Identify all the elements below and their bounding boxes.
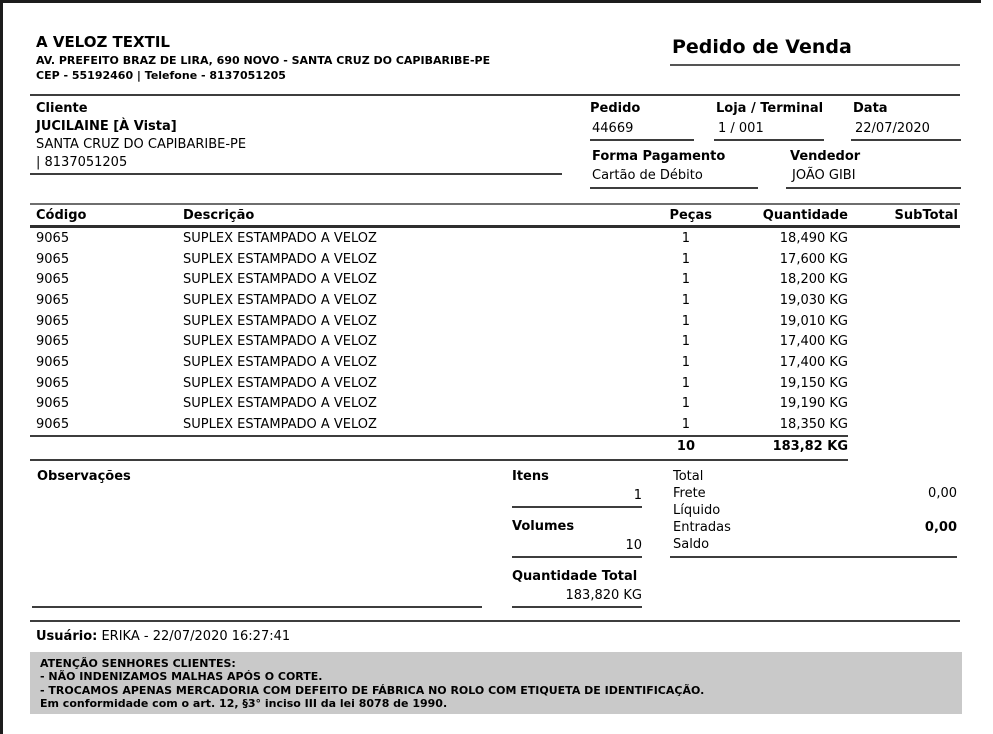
- table-row: [30, 394, 960, 415]
- cell-codigo: 9065: [36, 417, 70, 433]
- cell-codigo: 9065: [36, 251, 70, 267]
- items-table-body: [30, 228, 960, 435]
- financial-row-liquido: [673, 503, 957, 520]
- itens-underline: [512, 506, 642, 508]
- cell-pecas: 1: [681, 334, 690, 350]
- cell-codigo: 9065: [36, 354, 70, 370]
- cell-pecas: 1: [681, 417, 690, 433]
- cell-quantidade: 19,030 KG: [779, 292, 848, 308]
- totals-line-top: [30, 435, 848, 437]
- table-header-quantidade: Quantidade: [762, 208, 848, 223]
- financial-summary: [673, 469, 957, 554]
- cell-descricao: SUPLEX ESTAMPADO A VELOZ: [183, 292, 377, 308]
- cliente-city: SANTA CRUZ DO CAPIBARIBE-PE: [36, 137, 247, 152]
- cell-descricao: SUPLEX ESTAMPADO A VELOZ: [183, 251, 377, 267]
- page-border-left: [0, 0, 3, 734]
- footer-divider: [30, 620, 960, 622]
- cell-quantidade: 18,200 KG: [779, 272, 848, 288]
- cell-quantidade: 17,400 KG: [779, 334, 848, 350]
- table-header-subtotal: SubTotal: [894, 208, 958, 223]
- page-border-top: [0, 0, 981, 3]
- forma-pagamento-value: Cartão de Débito: [592, 168, 703, 183]
- notice-line: ATENÇÃO SENHORES CLIENTES:: [40, 657, 236, 670]
- cell-pecas: 1: [681, 292, 690, 308]
- quantidade-total-value: 183,820 KG: [565, 588, 642, 603]
- table-header-descricao: Descrição: [183, 208, 255, 223]
- financial-label: Saldo: [673, 537, 710, 552]
- financial-label: Total: [673, 469, 704, 484]
- cell-pecas: 1: [681, 230, 690, 246]
- vendedor-underline: [786, 187, 961, 189]
- cell-codigo: 9065: [36, 272, 70, 288]
- cell-quantidade: 17,400 KG: [779, 354, 848, 370]
- financial-label: Frete: [673, 486, 706, 501]
- observacoes-label: Observações: [37, 469, 131, 484]
- cell-pecas: 1: [681, 375, 690, 391]
- forma-pagamento-underline: [590, 187, 758, 189]
- vendedor-value: JOÃO GIBI: [792, 168, 856, 183]
- table-header-codigo: Código: [36, 208, 87, 223]
- loja-terminal-label: Loja / Terminal: [716, 101, 824, 116]
- table-header-pecas: Peças: [669, 208, 712, 223]
- company-address: AV. PREFEITO BRAZ DE LIRA, 690 NOVO - SANTA CRUZ DO CAPIBARIBE-PE: [36, 54, 491, 67]
- cell-quantidade: 18,350 KG: [779, 417, 848, 433]
- cell-codigo: 9065: [36, 292, 70, 308]
- loja-terminal-value: 1 / 001: [718, 121, 764, 136]
- data-label: Data: [853, 101, 888, 116]
- volumes-label: Volumes: [512, 519, 575, 534]
- pedido-underline: [590, 139, 694, 141]
- cell-quantidade: 19,150 KG: [779, 375, 848, 391]
- quantidade-total-underline: [512, 606, 642, 608]
- financial-label: Entradas: [673, 520, 731, 535]
- financial-label: Líquido: [673, 503, 721, 518]
- notice-line: - TROCAMOS APENAS MERCADORIA COM DEFEITO DE FÁBRICA NO ROLO COM ETIQUETA DE IDENTIFICAÇÃO.: [40, 683, 705, 697]
- cell-descricao: SUPLEX ESTAMPADO A VELOZ: [183, 230, 377, 246]
- table-row: [30, 352, 960, 373]
- cliente-underline: [30, 173, 562, 175]
- cell-descricao: SUPLEX ESTAMPADO A VELOZ: [183, 272, 377, 288]
- cliente-label: Cliente: [36, 101, 88, 116]
- data-value: 22/07/2020: [855, 121, 930, 136]
- usuario-label: Usuário:: [36, 629, 98, 644]
- cell-quantidade: 18,490 KG: [779, 230, 848, 246]
- cliente-phone: | 8137051205: [36, 155, 128, 170]
- notice-box: [30, 652, 962, 714]
- title-underline: [670, 64, 960, 66]
- table-row: [30, 249, 960, 270]
- observacoes-signature-line: [32, 606, 482, 608]
- company-name: A VELOZ TEXTIL: [36, 33, 170, 51]
- cell-quantidade: 19,190 KG: [779, 396, 848, 412]
- cell-pecas: 1: [681, 354, 690, 370]
- table-row: [30, 414, 960, 435]
- usuario-line: [36, 629, 290, 644]
- cell-codigo: 9065: [36, 230, 70, 246]
- pedido-label: Pedido: [590, 101, 641, 116]
- cell-pecas: 1: [681, 396, 690, 412]
- cell-descricao: SUPLEX ESTAMPADO A VELOZ: [183, 354, 377, 370]
- cell-descricao: SUPLEX ESTAMPADO A VELOZ: [183, 375, 377, 391]
- table-row: [30, 373, 960, 394]
- loja-terminal-underline: [714, 139, 824, 141]
- cell-descricao: SUPLEX ESTAMPADO A VELOZ: [183, 313, 377, 329]
- pedido-value: 44669: [592, 121, 634, 136]
- cell-descricao: SUPLEX ESTAMPADO A VELOZ: [183, 334, 377, 350]
- usuario-value: ERIKA - 22/07/2020 16:27:41: [101, 629, 291, 644]
- table-top-line: [30, 203, 960, 205]
- forma-pagamento-label: Forma Pagamento: [592, 149, 726, 164]
- totals-pecas: 10: [676, 439, 695, 454]
- table-header-row: [30, 208, 960, 224]
- table-row: [30, 228, 960, 249]
- financial-value: 0,00: [928, 486, 957, 501]
- table-row: [30, 269, 960, 290]
- cell-codigo: 9065: [36, 334, 70, 350]
- itens-label: Itens: [512, 469, 549, 484]
- cell-codigo: 9065: [36, 313, 70, 329]
- financial-row-total: [673, 469, 957, 486]
- quantidade-total-label: Quantidade Total: [512, 569, 638, 584]
- cell-descricao: SUPLEX ESTAMPADO A VELOZ: [183, 417, 377, 433]
- data-underline: [851, 139, 961, 141]
- financial-value: 0,00: [924, 520, 957, 535]
- cell-codigo: 9065: [36, 375, 70, 391]
- cell-quantidade: 17,600 KG: [779, 251, 848, 267]
- notice-line: Em conformidade com o art. 12, §3° inciso III da lei 8078 de 1990.: [40, 697, 448, 711]
- header-divider: [30, 94, 960, 96]
- financial-underline: [670, 556, 957, 558]
- totals-quantidade: 183,82 KG: [772, 439, 848, 454]
- volumes-underline: [512, 556, 642, 558]
- cell-pecas: 1: [681, 313, 690, 329]
- table-row: [30, 311, 960, 332]
- cell-descricao: SUPLEX ESTAMPADO A VELOZ: [183, 396, 377, 412]
- page-title: Pedido de Venda: [672, 36, 852, 58]
- notice-line: - NÃO INDENIZAMOS MALHAS APÓS O CORTE.: [40, 670, 323, 684]
- table-row: [30, 290, 960, 311]
- financial-row-entradas: [673, 520, 957, 537]
- company-cep-phone: CEP - 55192460 | Telefone - 8137051205: [36, 69, 286, 82]
- cell-pecas: 1: [681, 272, 690, 288]
- volumes-value: 10: [625, 538, 642, 553]
- table-row: [30, 331, 960, 352]
- cell-pecas: 1: [681, 251, 690, 267]
- vendedor-label: Vendedor: [790, 149, 861, 164]
- cell-codigo: 9065: [36, 396, 70, 412]
- totals-line-bottom: [30, 459, 848, 461]
- cliente-name: JUCILAINE [À Vista]: [36, 119, 177, 134]
- financial-row-frete: [673, 486, 957, 503]
- financial-row-saldo: [673, 537, 957, 554]
- cell-quantidade: 19,010 KG: [779, 313, 848, 329]
- itens-value: 1: [633, 488, 642, 503]
